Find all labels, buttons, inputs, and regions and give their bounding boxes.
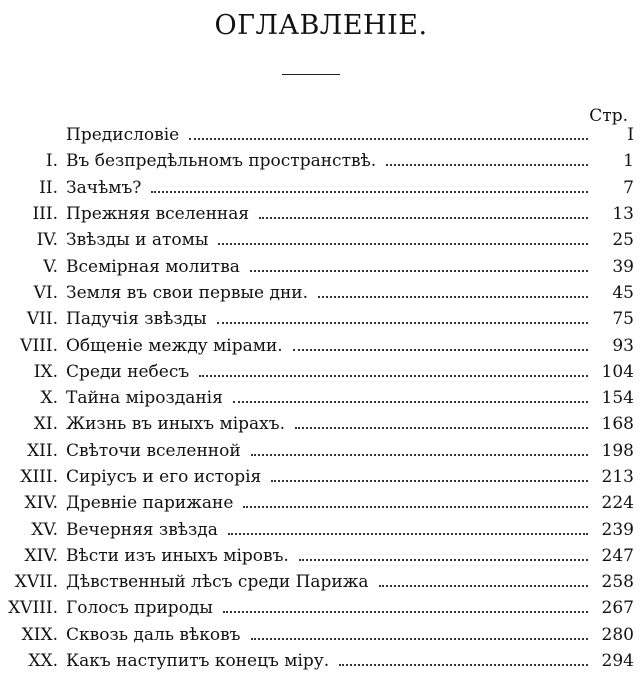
page-number: 168: [601, 414, 634, 435]
chapter-title: Звѣзды и атомы: [66, 230, 209, 251]
chapter-title: Вечерняя звѣзда: [66, 519, 218, 540]
chapter-title: Сквозь даль вѣковъ: [66, 624, 241, 645]
toc-entry: [0, 490, 642, 516]
chapter-number: IV.: [36, 230, 58, 251]
chapter-title: Зачѣмъ?: [66, 177, 142, 198]
page-number: 1: [623, 151, 634, 172]
chapter-number: II.: [39, 177, 58, 198]
chapter-number: XVII.: [14, 572, 58, 593]
page-number: 154: [601, 388, 634, 409]
dot-leader: [251, 454, 588, 456]
chapter-number: XII.: [27, 440, 58, 461]
page-number: 104: [601, 361, 634, 382]
chapter-title: Вѣсти изъ иныхъ міровъ.: [66, 545, 289, 566]
dot-leader: [250, 270, 588, 272]
chapter-number: VI.: [33, 282, 58, 303]
dot-leader: [259, 217, 588, 219]
chapter-title: Предисловіе: [66, 125, 180, 146]
page-number: 39: [612, 256, 634, 277]
chapter-title: Жизнь въ иныхъ мірахъ.: [66, 414, 285, 435]
chapter-number: XV.: [31, 519, 58, 540]
page-number: 7: [623, 177, 634, 198]
chapter-title: Всемірная молитва: [66, 256, 240, 277]
toc-entry: [0, 385, 642, 411]
page-number: 258: [601, 572, 634, 593]
dot-leader: [228, 533, 588, 535]
chapter-number: IX.: [33, 361, 58, 382]
chapter-number: XIV.: [24, 493, 58, 514]
chapter-title: Въ безпредѣльномъ пространствѣ.: [66, 151, 377, 172]
toc-entry: [0, 438, 642, 464]
table-of-contents: [0, 122, 642, 674]
chapter-number: III.: [32, 204, 58, 225]
page-number: 224: [601, 493, 634, 514]
chapter-title: Земля въ свои первые дни.: [66, 282, 309, 303]
dot-leader: [299, 559, 588, 561]
toc-entry: [0, 148, 642, 174]
page-number: 239: [601, 519, 634, 540]
dot-leader: [295, 427, 588, 429]
dot-leader: [218, 243, 588, 245]
title-divider: [282, 74, 340, 75]
toc-entry: [0, 411, 642, 437]
toc-entry: [0, 253, 642, 279]
dot-leader: [199, 375, 588, 377]
page-number: 13: [612, 204, 634, 225]
dot-leader: [217, 322, 588, 324]
dot-leader: [151, 191, 588, 193]
page-number: I: [627, 125, 634, 146]
chapter-number: X.: [40, 388, 58, 409]
page-number: 280: [601, 624, 634, 645]
chapter-number: XX.: [28, 651, 58, 672]
chapter-number: VIII.: [20, 335, 58, 356]
chapter-number: XVIII.: [8, 598, 58, 619]
page-number: 267: [601, 598, 634, 619]
chapter-title: Сиріусъ и его исторія: [66, 467, 262, 487]
dot-leader: [318, 296, 588, 298]
chapter-number: V.: [43, 256, 58, 277]
chapter-title: Голосъ природы: [66, 598, 213, 619]
chapter-number: XI.: [33, 414, 58, 435]
toc-entry: [0, 227, 642, 253]
page-number: 75: [612, 309, 634, 330]
toc-entry: [0, 280, 642, 306]
toc-entry: [0, 648, 642, 674]
chapter-title: Свѣточи вселенной: [66, 440, 241, 461]
chapter-number: XIX.: [21, 624, 58, 645]
chapter-title: Какъ наступитъ конецъ міру.: [66, 651, 330, 672]
chapter-title: Тайна мірозданія: [66, 388, 223, 409]
dot-leader: [233, 401, 588, 403]
page-number: 247: [601, 545, 634, 566]
dot-leader: [271, 480, 588, 482]
dot-leader: [379, 585, 588, 587]
toc-entry: [0, 543, 642, 569]
chapter-number: I.: [45, 151, 58, 172]
toc-entry: [0, 464, 642, 490]
page-column-header: Стр.: [589, 106, 628, 126]
toc-entry: [0, 122, 642, 148]
chapter-title: Дѣвственный лѣсъ среди Парижа: [66, 572, 369, 593]
toc-entry: [0, 332, 642, 358]
chapter-title: Среди небесъ: [66, 361, 190, 382]
chapter-number: XIV.: [24, 545, 58, 566]
dot-leader: [293, 349, 588, 351]
page-number: 45: [612, 282, 634, 303]
page-title: ОГЛАВЛЕНІЕ.: [214, 10, 428, 41]
dot-leader: [339, 664, 588, 666]
chapter-title: Падучія звѣзды: [66, 309, 207, 330]
dot-leader: [243, 506, 588, 508]
toc-entry: [0, 622, 642, 648]
page-number: 213: [601, 467, 634, 487]
toc-entry: [0, 595, 642, 621]
toc-entry: [0, 306, 642, 332]
toc-entry: [0, 359, 642, 385]
page-number: 294: [601, 651, 634, 672]
dot-leader: [251, 638, 589, 640]
toc-entry: [0, 175, 642, 201]
page-number: 25: [612, 230, 634, 251]
chapter-title: Прежняя вселенная: [66, 204, 250, 225]
chapter-number: VII.: [26, 309, 58, 330]
dot-leader: [386, 164, 588, 166]
toc-entry: [0, 569, 642, 595]
chapter-title: Общеніе между мірами.: [66, 335, 283, 356]
toc-entry: [0, 516, 642, 542]
chapter-number: XIII.: [20, 467, 58, 487]
page-number: 198: [601, 440, 634, 461]
dot-leader: [223, 611, 588, 613]
chapter-title: Древніе парижане: [66, 493, 234, 514]
dot-leader: [189, 138, 588, 140]
page-number: 93: [612, 335, 634, 356]
toc-entry: [0, 201, 642, 227]
